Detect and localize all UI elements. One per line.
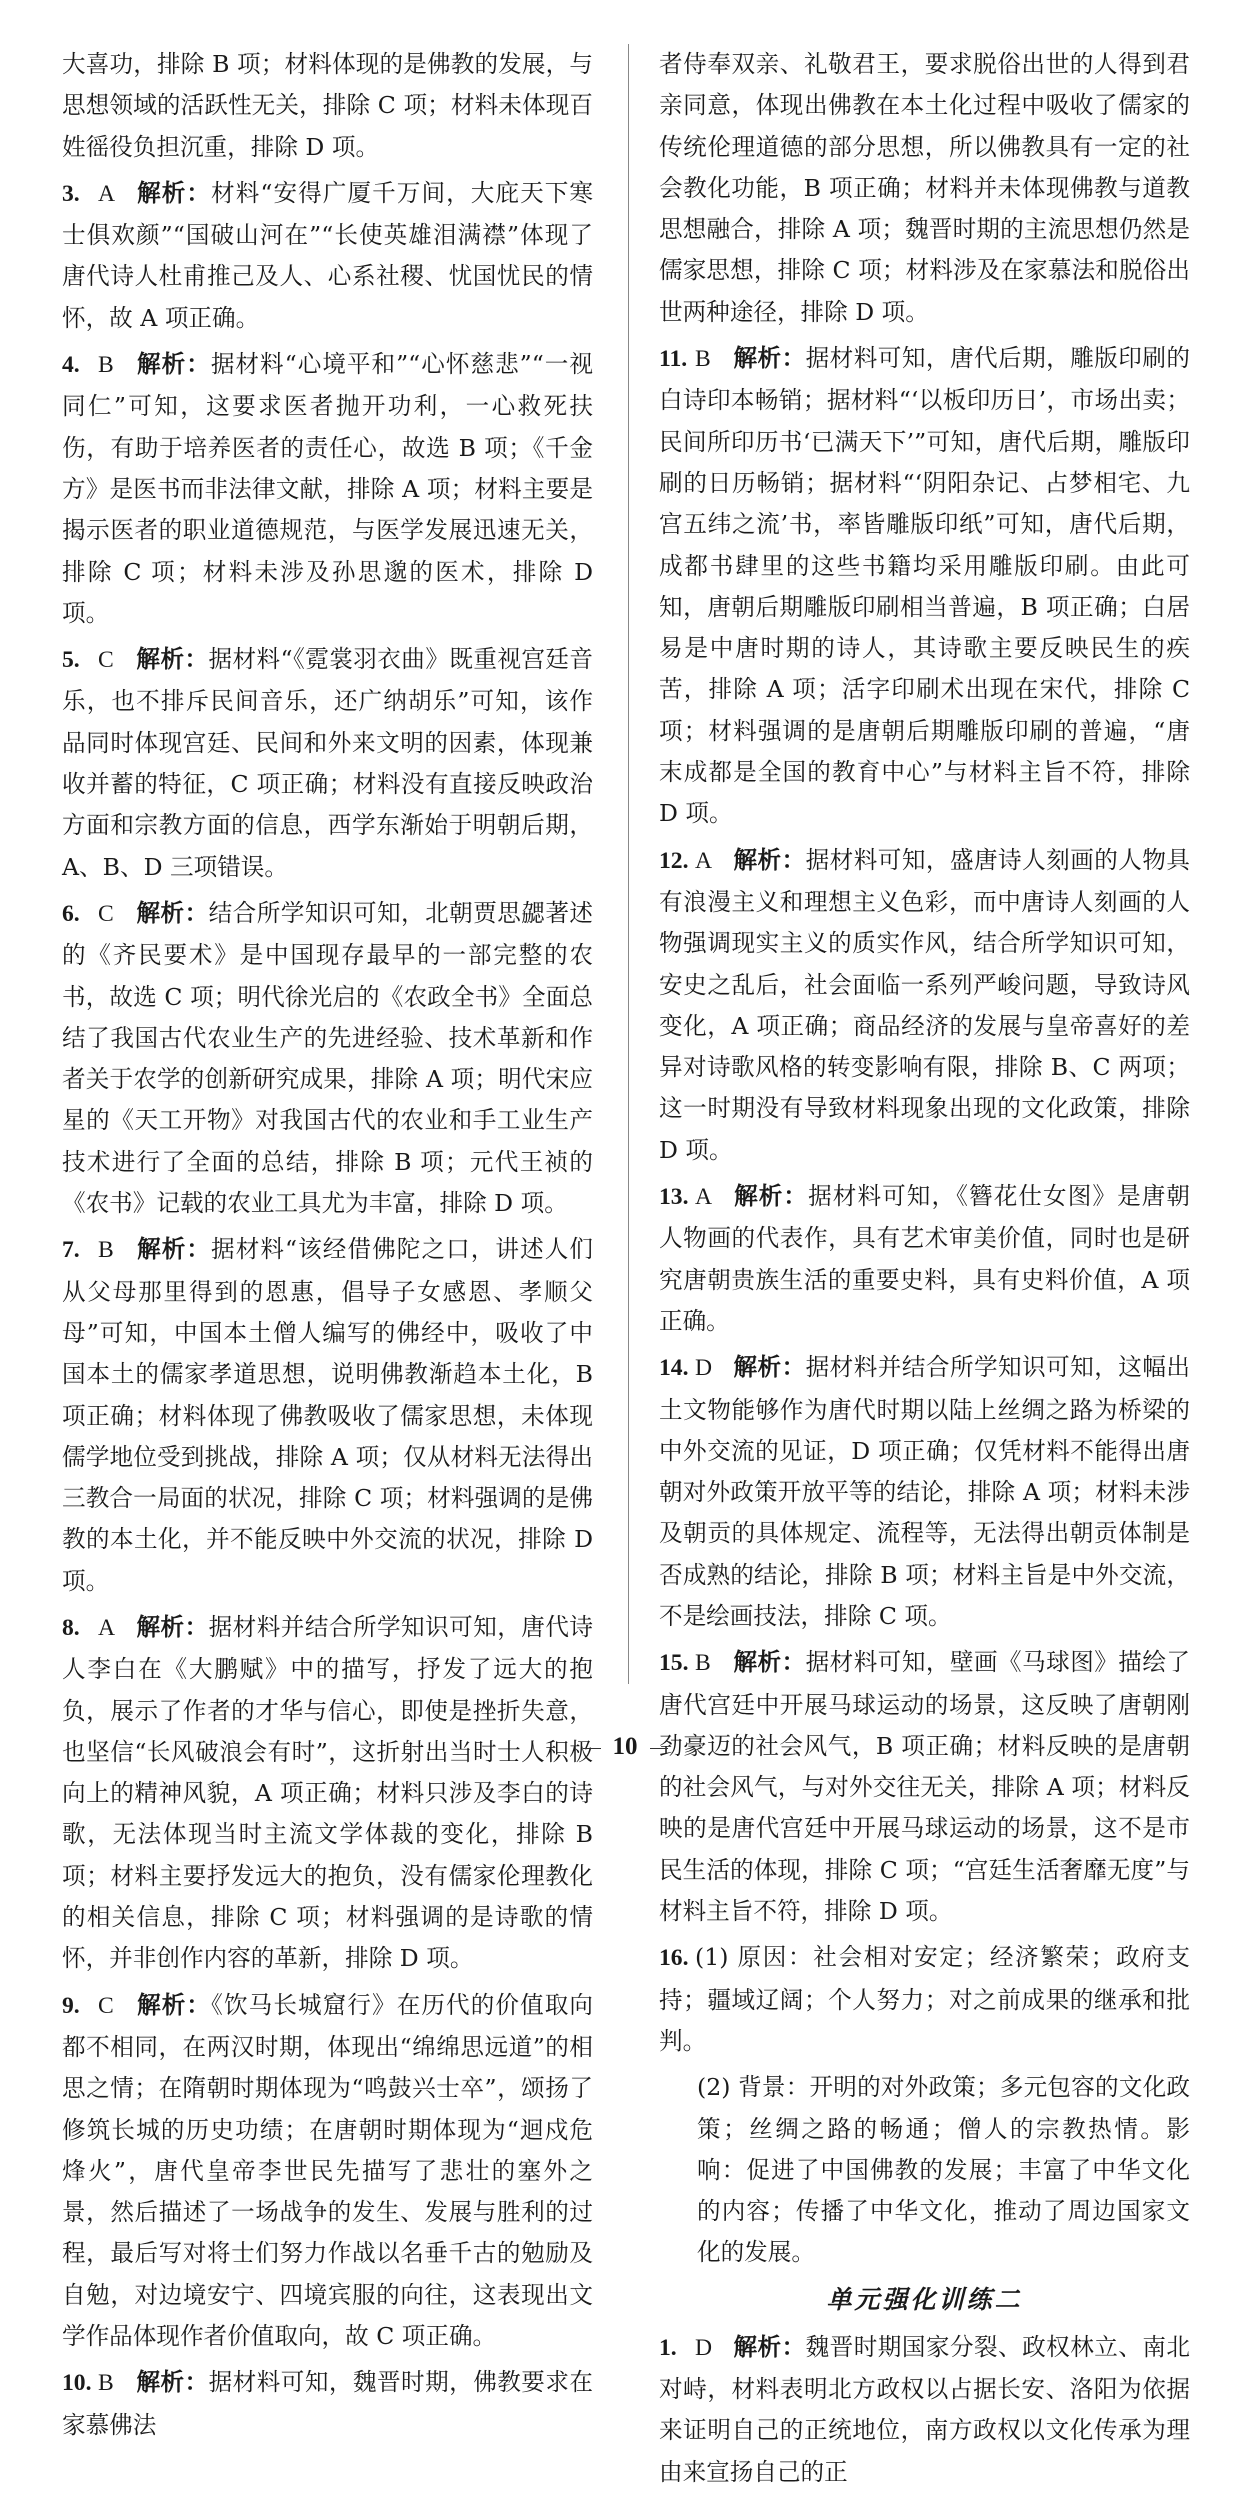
item-number: 5. — [62, 647, 80, 674]
item-number: 8. — [62, 1614, 80, 1641]
item-answer: B — [98, 2370, 114, 2397]
analysis-tag: 解析： — [136, 2368, 209, 2397]
item-answer: D — [695, 2334, 713, 2361]
analysis-tag: 解析： — [733, 845, 806, 874]
answer-item — [659, 840, 1190, 1171]
answer-item — [659, 2327, 1190, 2493]
answer-item — [659, 44, 1190, 333]
item-answer: B — [98, 352, 114, 379]
item-answer: A — [695, 1184, 713, 1211]
analysis-tag: 解析： — [136, 645, 209, 674]
item-text: 结合所学知识可知，北朝贾思勰著述的《齐民要术》是中国现存最早的一部完整的农书，故选 C 项；明代徐光启的《农政全书》全面总结了我国古代农业生产的先进经验、技术革新和作者关于农学的创新研究成果，排除 A 项；明代宋应星的《天工开物》对我国古代的农业和手工业生产技术进行了全面的总结，排除 B 项；元代王祯的《农书》记载的农业工具尤为丰富，排除 D 项。 — [62, 898, 594, 1218]
left-column — [62, 44, 593, 2451]
item-number: 6. — [62, 900, 80, 927]
analysis-tag: 解析： — [136, 1235, 212, 1264]
analysis-tag: 解析： — [136, 1990, 212, 2019]
item-text: 据材料并结合所学知识可知，这幅出土文物能够作为唐代时期以陆上丝绸之路为桥梁的中外交流的见证，D 项正确；仅凭材料不能得出唐朝对外政策开放平等的结论，排除 A 项；材料未涉及朝贡的具体规定、流程等，无法得出朝贡体制是否成熟的结论，排除 B 项；材料主旨是中外交流，不是绘画技法，排除 C 项。 — [659, 1353, 1191, 1630]
item-answer: C — [98, 1992, 114, 2019]
answer-item — [62, 893, 593, 1224]
item-answer: C — [98, 647, 114, 674]
item-number: 13. — [659, 1184, 689, 1211]
answer-item — [62, 2362, 593, 2446]
answer-item — [659, 1937, 1190, 2062]
item-number: 1. — [659, 2334, 677, 2361]
analysis-tag: 解析： — [136, 1612, 209, 1641]
item-answer: A — [98, 1614, 116, 1641]
item-text: (2) 背景：开明的对外政策；多元包容的文化政策；丝绸之路的畅通；僧人的宗教热情。影响：促进了中国佛教的发展；丰富了中华文化的内容；传播了中华文化，推动了周边国家文化的发展。 — [697, 2073, 1190, 2267]
item-text: (1) 原因：社会相对安定；经济繁荣；政府支持；疆域辽阔；个人努力；对之前成果的继承和批判。 — [659, 1943, 1190, 2055]
answer-item — [62, 1607, 593, 1980]
analysis-tag: 解析： — [136, 350, 211, 379]
answer-item — [659, 1176, 1190, 1342]
analysis-tag: 解析： — [136, 178, 212, 207]
item-answer: B — [695, 346, 711, 373]
analysis-tag: 解析： — [733, 2332, 806, 2361]
item-text: 据材料并结合所学知识可知，唐代诗人李白在《大鹏赋》中的描写，抒发了远大的抱负，展示了作者的才华与信心，即使是挫折失意，也坚信“长风破浪会有时”，这折射出当时士人积极向上的精神风貌，A 项正确；材料只涉及李白的诗歌，无法体现当时主流文学体裁的变化，排除 B 项；材料主要抒发远大的抱负，没有儒家伦理教化的相关信息，排除 C 项；材料强调的是诗歌的情怀，并非创作内容的革新，排除 D 项。 — [62, 1612, 594, 1973]
item-number: 4. — [62, 352, 80, 379]
item-text: 材料“安得广厦千万间，大庇天下寒士俱欢颜”“国破山河在”“长使英雄泪满襟”体现了唐代诗人杜甫推己及人、心系社稷、忧国忧民的情怀，故 A 项正确。 — [62, 178, 594, 332]
item-text: 据材料可知，魏晋时期，佛教要求在家慕佛法 — [62, 2368, 594, 2439]
answer-item — [659, 1347, 1190, 1637]
item-answer: C — [98, 900, 114, 927]
item-text: 《饮马长城窟行》在历代的价值取向都不相同，在两汉时期，体现出“绵绵思远道”的相思之情；在隋朝时期体现为“鸣鼓兴士卒”，颂扬了修筑长城的历史功绩；在唐朝时期体现为“迴戍危烽火”，唐代皇帝李世民先描写了悲壮的塞外之景，然后描述了一场战争的发生、发展与胜利的过程，最后写对将士们努力作战以名垂千古的勉励及自勉，对边境安宁、四境宾服的向往，这表现出文学作品体现作者价值取向，故 C 项正确。 — [62, 1990, 594, 2351]
item-number: 3. — [62, 180, 80, 207]
item-number: 14. — [659, 1355, 689, 1382]
section-title: 单元强化训练二 — [826, 2284, 1023, 2314]
item-number: 16. — [659, 1945, 689, 1972]
item-number: 12. — [659, 847, 689, 874]
item-text: 魏晋时期国家分裂、政权林立、南北对峙，材料表明北方政权以占据长安、洛阳为依据来证明自己的正统地位，南方政权以文化传承为理由来宣扬自己的正 — [659, 2332, 1191, 2486]
answer-item — [659, 338, 1190, 835]
item-number: 10. — [62, 2370, 92, 2397]
item-answer: A — [695, 847, 713, 874]
item-text: 据材料可知，唐代后期，雕版印刷的白诗印本畅销；据材料“‘以板印历日’，市场出卖；民间所印历书‘已满天下’”可知，唐代后期，雕版印刷的日历畅销；据材料“‘阴阳杂记、占梦相宅、九宫五纬之流’书，率皆雕版印纸”可知，唐代后期，成都书肆里的这些书籍均采用雕版印刷。由此可知，唐朝后期雕版印刷相当普遍，B 项正确；白居易是中唐时期的诗人，其诗歌主要反映民生的疾苦，排除 A 项；活字印刷术出现在宋代，排除 C 项；材料强调的是唐朝后期雕版印刷的普遍，“唐末成都是全国的教育中心”与材料主旨不符，排除 D 项。 — [659, 344, 1191, 828]
answer-item — [62, 44, 593, 168]
answer-item — [62, 344, 593, 634]
analysis-tag: 解析： — [733, 1182, 809, 1211]
analysis-tag: 解析： — [136, 898, 209, 927]
right-column — [659, 44, 1190, 2498]
item-text: 据材料“心境平和”“心怀慈悲”“一视同仁”可知，这要求医者抛开功利，一心救死扶伤，有助于培养医者的责任心，故选 B 项；《千金方》是医书而非法律文献，排除 A 项；材料主要是揭示医者的职业道德规范，与医学发展迅速无关，排除 C 项；材料未涉及孙思邈的医术，排除 D 项。 — [62, 350, 594, 627]
analysis-tag: 解析： — [733, 1353, 806, 1382]
item-number: 11. — [659, 346, 688, 373]
page-number: 10 — [0, 1733, 1250, 1761]
answer-item — [62, 1985, 593, 2358]
answer-item — [659, 1642, 1190, 1932]
item-number: 15. — [659, 1650, 689, 1677]
analysis-tag: 解析： — [733, 1648, 806, 1677]
answer-item — [62, 173, 593, 339]
item-answer: A — [98, 180, 116, 207]
item-text: 据材料“该经借佛陀之口，讲述人们从父母那里得到的恩惠，倡导子女感恩、孝顺父母”可知，中国本土僧人编写的佛经中，吸收了中国本土的儒家孝道思想，说明佛教渐趋本土化，B 项正确；材料体现了佛教吸收了儒家思想，未体现儒学地位受到挑战，排除 A 项；仅从材料无法得出三教合一局面的状况，排除 C 项；材料强调的是佛教的本土化，并不能反映中外交流的状况，排除 D 项。 — [62, 1235, 594, 1595]
item-text: 据材料“《霓裳羽衣曲》既重视宫廷音乐，也不排斥民间音乐，还广纳胡乐”可知，该作品同时体现宫廷、民间和外来文明的因素，体现兼收并蓄的特征，C 项正确；材料没有直接反映政治方面和宗教方面的信息，西学东渐始于明朝后期，A、B、D 三项错误。 — [62, 645, 594, 881]
item-text: 者侍奉双亲、礼敬君王，要求脱俗出世的人得到君亲同意，体现出佛教在本土化过程中吸收了儒家的传统伦理道德的部分思想，所以佛教具有一定的社会教化功能，B 项正确；材料并未体现佛教与道教思想融合，排除 A 项；魏晋时期的主流思想仍然是儒家思想，排除 C 项；材料涉及在家慕法和脱俗出世两种途径，排除 D 项。 — [659, 50, 1190, 326]
item-answer: D — [695, 1355, 713, 1382]
item-answer: B — [98, 1237, 114, 1264]
item-text: 据材料可知，盛唐诗人刻画的人物具有浪漫主义和理想主义色彩，而中唐诗人刻画的人物强调现实主义的质实作风，结合所学知识可知，安史之乱后，社会面临一系列严峻问题，导致诗风变化，A 项正确；商品经济的发展与皇帝喜好的差异对诗歌风格的转变影响有限，排除 B、C 两项；这一时期没有导致材料现象出现的文化政策，排除 D 项。 — [659, 845, 1191, 1164]
answer-item — [62, 1229, 593, 1602]
answer-item — [62, 639, 593, 888]
answer-subitem — [659, 2067, 1190, 2273]
item-number: 7. — [62, 1237, 80, 1264]
column-divider — [628, 44, 629, 1684]
item-answer: B — [695, 1650, 711, 1677]
item-text: 大喜功，排除 B 项；材料体现的是佛教的发展，与思想领域的活跃性无关，排除 C 项；材料未体现百姓徭役负担沉重，排除 D 项。 — [62, 50, 593, 161]
item-text: 据材料可知，壁画《马球图》描绘了唐代宫廷中开展马球运动的场景，这反映了唐朝刚劲豪迈的社会风气，B 项正确；材料反映的是唐朝的社会风气，与对外交往无关，排除 A 项；材料反映的是唐代宫廷中开展马球运动的场景，这不是市民生活的体现，排除 C 项；“宫廷生活奢靡无度”与材料主旨不符，排除 D 项。 — [659, 1648, 1191, 1926]
analysis-tag: 解析： — [733, 344, 806, 373]
item-text: 据材料可知，《簪花仕女图》是唐朝人物画的代表作，具有艺术审美价值，同时也是研究唐朝贵族生活的重要史料，具有史料价值，A 项正确。 — [659, 1182, 1191, 1335]
item-number: 9. — [62, 1992, 80, 2019]
